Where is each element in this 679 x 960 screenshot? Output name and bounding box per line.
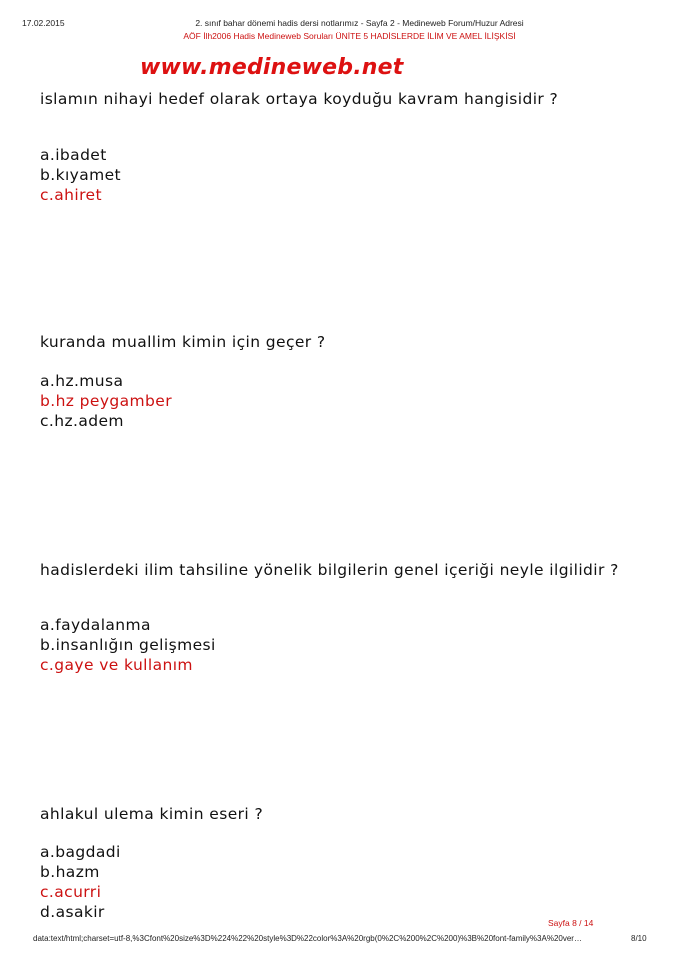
question-1-option-c-answer: c.ahiret bbox=[40, 186, 102, 204]
question-4: ahlakul ulema kimin eseri ? bbox=[40, 805, 264, 823]
question-2: kuranda muallim kimin için geçer ? bbox=[40, 333, 326, 351]
question-4-option-d: d.asakir bbox=[40, 903, 105, 921]
question-1-option-b: b.kıyamet bbox=[40, 166, 122, 184]
watermark-logo: www.medineweb.net bbox=[140, 55, 404, 80]
question-4-option-a: a.bagdadi bbox=[40, 843, 121, 861]
question-3: hadislerdeki ilim tahsiline yönelik bilgilerin genel içeriği neyle ilgilidir ? bbox=[40, 561, 619, 579]
question-4-option-b: b.hazm bbox=[40, 863, 100, 881]
footer-url: data:text/html;charset=utf-8,%3Cfont%20size%3D%224%22%20style%3D%22color%3A%20rgb(0%2C%200%2C%200)%3B%20font-family%3A%20ver… bbox=[33, 934, 582, 943]
question-3-option-a: a.faydalanma bbox=[40, 616, 151, 634]
question-3-option-b: b.insanlığın gelişmesi bbox=[40, 636, 216, 654]
page-subtitle: AÖF İlh2006 Hadis Medineweb Soruları ÜNİTE 5 HADİSLERDE İLİM VE AMEL İLİŞKİSİ bbox=[183, 31, 516, 41]
question-1: islamın nihayi hedef olarak ortaya koyduğu kavram hangisidir ? bbox=[40, 90, 559, 108]
page-title: 2. sınıf bahar dönemi hadis dersi notlarımız - Sayfa 2 - Medineweb Forum/Huzur Adresi bbox=[195, 18, 524, 28]
question-2-option-a: a.hz.musa bbox=[40, 372, 124, 390]
question-4-option-c-answer: c.acurri bbox=[40, 883, 102, 901]
footer-page-number: 8/10 bbox=[631, 934, 647, 943]
question-1-option-a: a.ibadet bbox=[40, 146, 107, 164]
question-2-option-b-answer: b.hz peygamber bbox=[40, 392, 172, 410]
question-2-option-c: c.hz.adem bbox=[40, 412, 124, 430]
print-date: 17.02.2015 bbox=[22, 18, 65, 28]
page-indicator: Sayfa 8 / 14 bbox=[548, 918, 594, 928]
question-3-option-c-answer: c.gaye ve kullanım bbox=[40, 656, 193, 674]
